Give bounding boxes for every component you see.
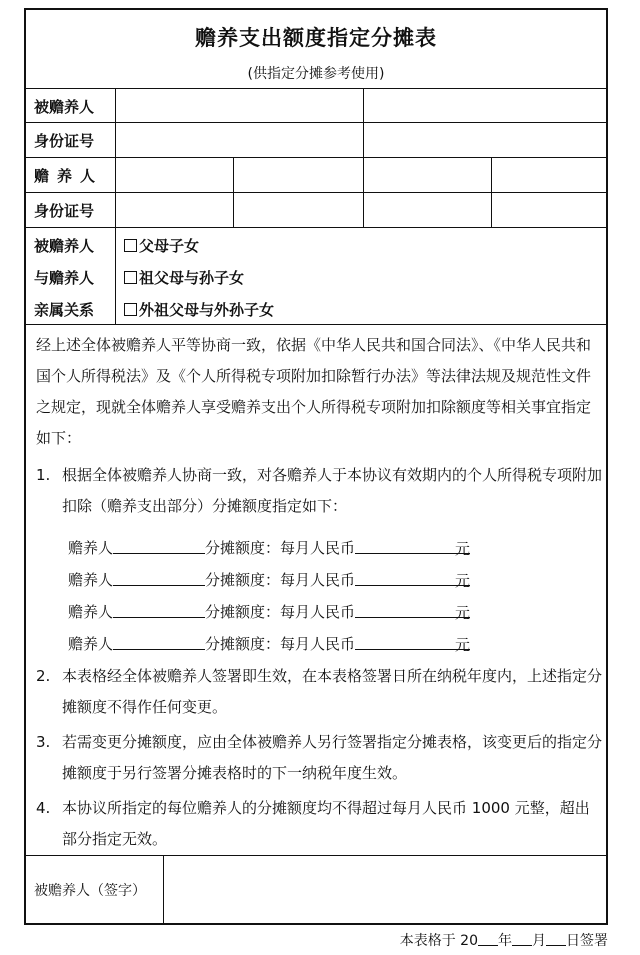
id-number-label: 身份证号	[34, 202, 95, 220]
id-number-field-1[interactable]	[116, 123, 362, 156]
amount-blank[interactable]	[355, 602, 455, 618]
allocation-form	[24, 8, 608, 925]
unit-label: 元	[455, 572, 471, 590]
supporter-id-field-2[interactable]	[234, 193, 362, 226]
supporter-field-4[interactable]	[492, 158, 606, 191]
clause-3	[36, 727, 602, 789]
signature-field[interactable]	[164, 856, 606, 924]
signature-label: 被赡养人（签字）	[34, 883, 146, 899]
day-blank[interactable]	[546, 930, 566, 946]
allocation-line	[68, 569, 470, 590]
supporter-name-blank[interactable]	[113, 538, 205, 554]
clause-4	[36, 793, 602, 855]
form-title: 赡养支出额度指定分摊表	[195, 26, 437, 50]
date-prefix: 本表格于 20	[399, 933, 478, 949]
form-subtitle: (供指定分摊参考使用)	[247, 66, 385, 82]
amount-blank[interactable]	[355, 570, 455, 586]
unit-label: 元	[455, 604, 471, 622]
supported-person-field-1[interactable]	[116, 89, 362, 121]
option-label: 祖父母与孙子女	[139, 269, 245, 287]
checkbox-icon[interactable]	[124, 239, 137, 252]
relationship-label-line: 与赡养人	[34, 269, 95, 287]
supporter-name-blank[interactable]	[113, 602, 205, 618]
amount-label: 分摊额度：每月人民币	[205, 603, 356, 621]
divider	[26, 324, 606, 325]
supporter-id-field-3[interactable]	[364, 193, 490, 226]
date-suffix: 日签署	[566, 933, 608, 949]
supporter-id-field-4[interactable]	[492, 193, 606, 226]
clause-text: 本协议所指定的每位赡养人的分摊额度均不得超过每月人民币 1000 元整，超出部分指定无效。	[62, 799, 590, 848]
supporter-field-2[interactable]	[234, 158, 362, 191]
supporter-name-blank[interactable]	[113, 634, 205, 650]
amount-blank[interactable]	[355, 634, 455, 650]
unit-label: 元	[455, 636, 471, 654]
supported-person-field-2[interactable]	[364, 89, 606, 121]
amount-blank[interactable]	[355, 538, 455, 554]
clause-number: 4.	[36, 799, 51, 817]
clause-text: 根据全体被赡养人协商一致，对各赡养人于本协议有效期内的个人所得税专项附加扣除（赡养支出部分）分摊额度指定如下：	[62, 466, 603, 515]
supported-person-label: 被赡养人	[34, 98, 95, 116]
supporter-name-blank[interactable]	[113, 570, 205, 586]
supporter-label: 赡养人	[68, 635, 114, 653]
clause-2	[36, 661, 602, 723]
supporter-label: 赡养人	[68, 603, 114, 621]
supporter-label: 赡养人	[68, 539, 114, 557]
intro-paragraph: 经上述全体被赡养人平等协商一致，依据《中华人民共和国合同法》、《中华人民共和国个人所得税法》及《个人所得税专项附加扣除暂行办法》等法律法规及规范性文件之规定，现就全体赡养人享受赡养支出个人所得税专项附加扣除额度等相关事宜指定如下：	[36, 336, 592, 447]
amount-label: 分摊额度：每月人民币	[205, 571, 356, 589]
id-number-field-2[interactable]	[364, 123, 606, 156]
divider	[26, 227, 606, 228]
relationship-option-maternal-grandparents[interactable]	[124, 299, 274, 320]
signing-date	[400, 930, 608, 950]
supporter-field-1[interactable]	[116, 158, 232, 191]
clause-1	[36, 460, 602, 522]
checkbox-icon[interactable]	[124, 271, 137, 284]
option-label: 外祖父母与外孙子女	[139, 301, 275, 319]
id-number-label: 身份证号	[34, 132, 95, 150]
allocation-line	[68, 537, 470, 558]
checkbox-icon[interactable]	[124, 303, 137, 316]
clause-number: 3.	[36, 733, 51, 751]
supporter-label: 赡养人	[68, 571, 114, 589]
amount-label: 分摊额度：每月人民币	[205, 635, 356, 653]
relationship-label-line: 亲属关系	[34, 301, 95, 319]
year-blank[interactable]	[478, 930, 498, 946]
clause-number: 2.	[36, 667, 51, 685]
unit-label: 元	[455, 540, 471, 558]
month-blank[interactable]	[512, 930, 532, 946]
relationship-option-grandparents[interactable]	[124, 267, 244, 288]
amount-label: 分摊额度：每月人民币	[205, 539, 356, 557]
allocation-line	[68, 633, 470, 654]
relationship-label-line: 被赡养人	[34, 237, 95, 255]
clause-text: 本表格经全体被赡养人签署即生效，在本表格签署日所在纳税年度内，上述指定分摊额度不得作任何变更。	[62, 667, 603, 716]
supporter-id-field-1[interactable]	[116, 193, 232, 226]
allocation-line	[68, 601, 470, 622]
supporter-label: 赡养人	[34, 167, 104, 185]
option-label: 父母子女	[139, 237, 200, 255]
relationship-option-parents[interactable]	[124, 235, 199, 256]
year-label: 年	[498, 933, 512, 949]
supporter-field-3[interactable]	[364, 158, 490, 191]
clause-number: 1.	[36, 466, 51, 484]
clause-text: 若需变更分摊额度，应由全体被赡养人另行签署指定分摊表格，该变更后的指定分摊额度于另行签署分摊表格时的下一纳税年度生效。	[62, 733, 603, 782]
month-label: 月	[532, 933, 546, 949]
